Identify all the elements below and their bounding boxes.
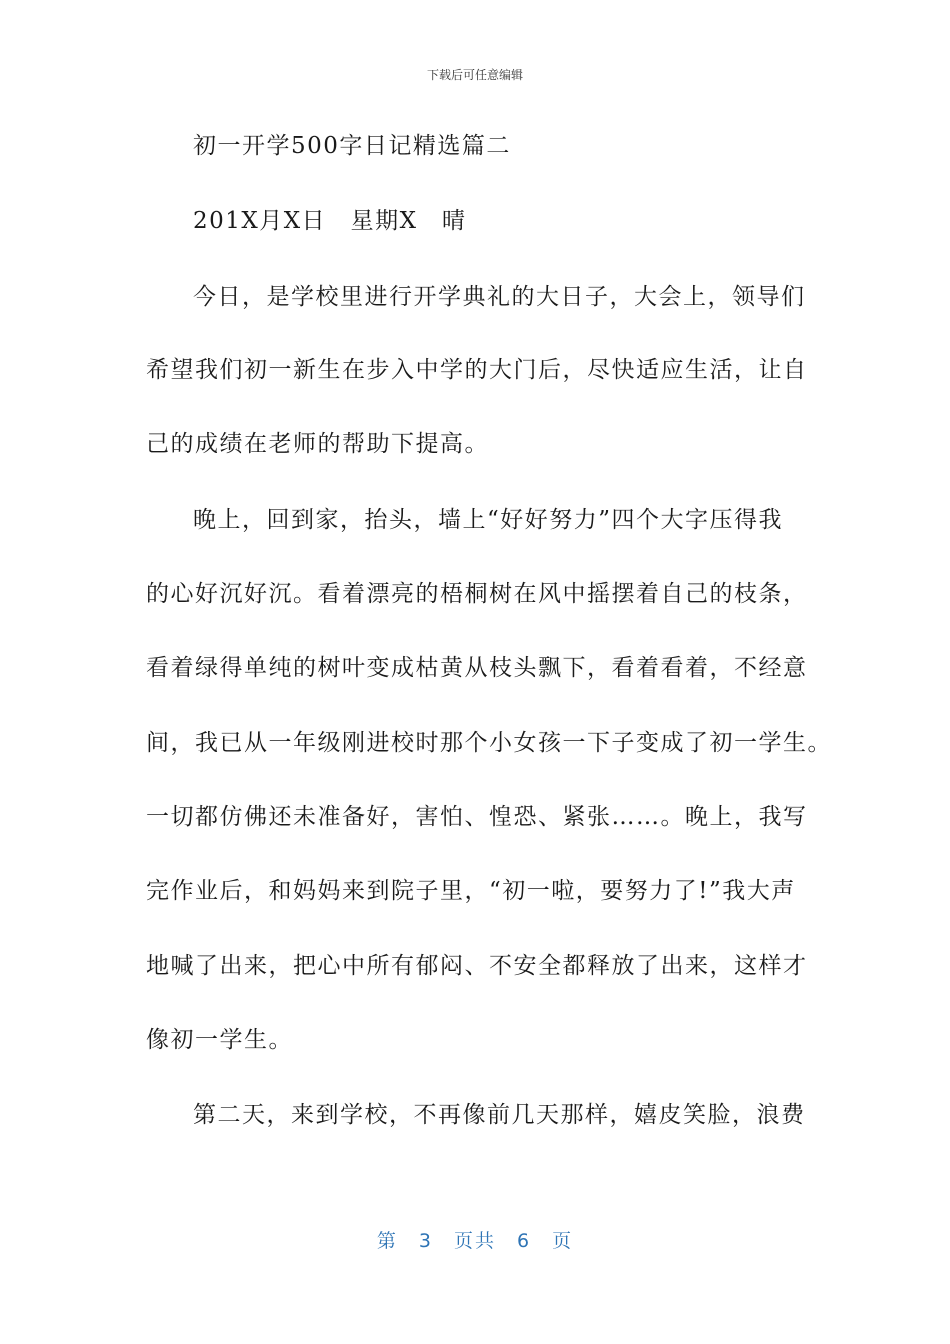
paragraph-line: 看着绿得单纯的树叶变成枯黄从枝头飘下，看着看着，不经意 (146, 655, 808, 681)
paragraph-line: 希望我们初一新生在步入中学的大门后，尽快适应生活，让自 (146, 357, 808, 383)
paragraph-line: 的心好沉好沉。看着漂亮的梧桐树在风中摇摆着自己的枝条， (146, 581, 808, 607)
paragraph-line: 第二天，来到学校，不再像前几天那样，嬉皮笑脸，浪费 (193, 1102, 806, 1128)
paragraph-line: 己的成绩在老师的帮助下提高。 (146, 431, 489, 457)
paragraph-line: 地喊了出来，把心中所有郁闷、不安全都释放了出来，这样才 (146, 953, 808, 979)
paragraph-line: 像初一学生。 (146, 1027, 293, 1053)
page-header: 下载后可任意编辑 (426, 68, 523, 82)
date-line: 201X月X日 星期X 晴 (193, 208, 467, 234)
paragraph-line: 晚上，回到家，抬头，墙上“好好努力”四个大字压得我 (193, 507, 784, 533)
paragraph-line: 一切都仿佛还未准备好，害怕、惶恐、紧张……。晚上，我写 (146, 804, 808, 830)
page-footer (0, 1226, 950, 1253)
paragraph-line: 间，我已从一年级刚进校时那个小女孩一下子变成了初一学生。 (146, 730, 832, 756)
paragraph-line: 完作业后，和妈妈来到院子里，“初一啦，要努力了!”我大声 (146, 878, 796, 904)
document-title: 初一开学500字日记精选篇二 (193, 133, 511, 159)
page-number-text: 第 3 页共 6 页 (376, 1230, 574, 1252)
paragraph-line: 今日，是学校里进行开学典礼的大日子，大会上，领导们 (193, 284, 806, 310)
